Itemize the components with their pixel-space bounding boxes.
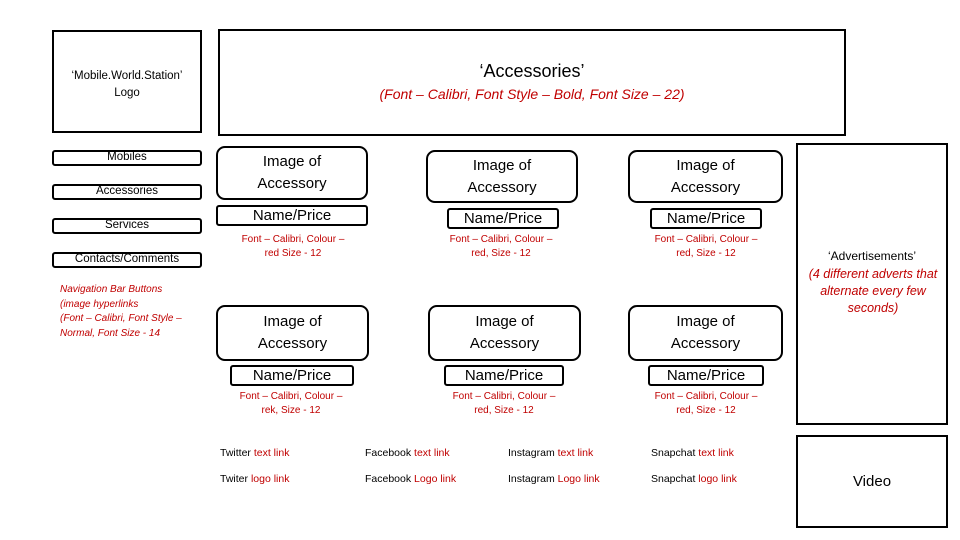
social-name: Instagram xyxy=(508,473,555,485)
page-title: ‘Accessories’ xyxy=(479,61,585,81)
social-link-type: text link xyxy=(253,447,290,459)
product-image-label: Image of xyxy=(676,313,735,331)
product-name-price[interactable]: Name/Price xyxy=(444,365,564,386)
product-image-label: Accessory xyxy=(469,335,540,352)
social-link-type: logo link xyxy=(698,473,737,485)
social-link-type: Logo link xyxy=(557,473,600,485)
nav-button-accessories[interactable]: Accessories xyxy=(52,184,202,200)
product-name-price[interactable]: Name/Price xyxy=(216,205,368,226)
instagram-logo-link[interactable] xyxy=(508,473,600,485)
nav-note-line: Normal, Font Size - 14 xyxy=(60,327,161,339)
product-image-label: Image of xyxy=(676,156,735,174)
product-image-label: Accessory xyxy=(257,335,328,352)
ads-note-line: seconds) xyxy=(847,300,899,315)
social-link-type: text link xyxy=(557,447,594,459)
ads-note-line: alternate every few xyxy=(820,283,926,298)
font-note-line: Font – Calibri, Colour – xyxy=(654,391,758,402)
font-note-line: Font – Calibri, Colour – xyxy=(654,234,758,245)
twitter-text-link[interactable] xyxy=(220,447,289,459)
product-image-label: Image of xyxy=(475,313,534,331)
product-image[interactable] xyxy=(426,150,578,203)
facebook-logo-link[interactable] xyxy=(365,473,456,485)
product-font-note xyxy=(222,233,364,261)
font-note-line: Font – Calibri, Colour – xyxy=(449,234,553,245)
font-note-line: red Size - 12 xyxy=(264,248,322,259)
product-image-label: Accessory xyxy=(257,175,327,192)
social-link-type: logo link xyxy=(250,473,290,485)
page-header xyxy=(218,29,846,136)
product-image-label: Accessory xyxy=(670,178,741,196)
font-note-line: red, Size - 12 xyxy=(676,248,736,259)
product-image-label: Image of xyxy=(263,313,322,331)
ads-note-line: (4 different adverts that xyxy=(808,267,938,281)
product-font-note xyxy=(433,390,575,418)
product-image[interactable] xyxy=(628,150,783,203)
product-image[interactable] xyxy=(428,305,581,361)
product-name-price[interactable]: Name/Price xyxy=(648,365,764,386)
font-note-line: Font – Calibri, Colour – xyxy=(241,234,345,245)
product-image-label: Image of xyxy=(472,156,532,174)
social-link-type: Logo link xyxy=(414,473,457,485)
font-note-line: Font – Calibri, Colour – xyxy=(239,391,343,402)
product-font-note xyxy=(220,390,362,418)
product-font-note xyxy=(635,390,777,418)
nav-note-line: (image hyperlinks xyxy=(60,298,139,310)
nav-button-contacts[interactable]: Contacts/Comments xyxy=(52,252,202,268)
ads-note xyxy=(800,266,946,317)
product-name-price[interactable]: Name/Price xyxy=(650,208,762,229)
nav-note-line: (Font – Calibri, Font Style – xyxy=(60,313,182,324)
product-name-price[interactable]: Name/Price xyxy=(447,208,559,229)
nav-note-line: Navigation Bar Buttons xyxy=(60,284,163,295)
logo-sub: Logo xyxy=(114,87,140,100)
font-note-line: red, Size - 12 xyxy=(471,248,531,259)
nav-button-services[interactable]: Services xyxy=(52,218,202,234)
font-note-line: red, Size - 12 xyxy=(676,405,736,416)
social-name: Facebook xyxy=(365,473,412,485)
product-name-price[interactable]: Name/Price xyxy=(230,365,354,386)
logo-placeholder[interactable] xyxy=(52,30,202,133)
social-name: Twiter xyxy=(220,473,249,485)
social-name: Snapchat xyxy=(651,473,696,485)
snapchat-logo-link[interactable] xyxy=(651,473,737,485)
product-font-note xyxy=(635,233,777,261)
nav-font-note xyxy=(60,283,210,341)
social-name: Facebook xyxy=(365,447,412,459)
font-note-line: rek, Size - 12 xyxy=(261,405,321,416)
social-name: Snapchat xyxy=(651,447,696,459)
video-label: Video xyxy=(852,473,892,490)
font-note-line: red, Size - 12 xyxy=(474,405,534,416)
nav-button-mobiles[interactable]: Mobiles xyxy=(52,150,202,166)
logo-title: ‘Mobile.World.Station’ xyxy=(71,70,183,82)
font-note-line: Font – Calibri, Colour – xyxy=(452,391,556,402)
product-image[interactable] xyxy=(216,146,368,200)
product-image-label: Accessory xyxy=(467,178,537,196)
snapchat-text-link[interactable] xyxy=(651,447,734,459)
social-name: Twitter xyxy=(220,447,251,459)
social-name: Instagram xyxy=(508,447,555,459)
product-image[interactable] xyxy=(216,305,369,361)
ads-title: ‘Advertisements’ xyxy=(827,249,917,263)
header-font-note: (Font – Calibri, Font Style – Bold, Font Size – 22) xyxy=(379,86,685,102)
video-box[interactable] xyxy=(796,435,948,528)
social-link-type: text link xyxy=(414,447,450,459)
product-image[interactable] xyxy=(628,305,783,361)
social-link-type: text link xyxy=(698,447,734,459)
product-image-label: Image of xyxy=(262,153,322,171)
product-image-label: Accessory xyxy=(670,335,741,352)
product-font-note xyxy=(430,233,572,261)
instagram-text-link[interactable] xyxy=(508,447,593,459)
facebook-text-link[interactable] xyxy=(365,447,450,459)
twitter-logo-link[interactable] xyxy=(220,473,289,485)
